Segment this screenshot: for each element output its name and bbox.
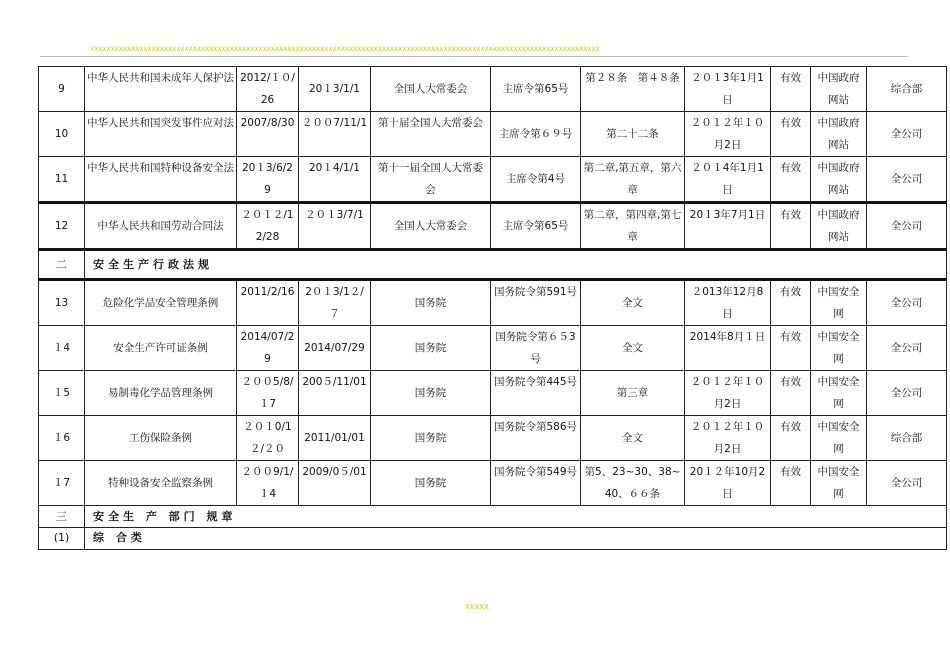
row-number: １7	[39, 461, 85, 506]
review-date: ２０１２年１０月2日	[685, 371, 771, 416]
applicable-clause: 全文	[581, 280, 685, 326]
department: 综合部	[867, 416, 947, 461]
section-number: 二	[39, 250, 85, 280]
published-date: ２００5/8/１7	[237, 371, 299, 416]
document-number: 国务院令第549号	[491, 461, 581, 506]
source: 中国安全网	[811, 416, 867, 461]
source: 中国安全网	[811, 461, 867, 506]
regulation-name: 特种设备安全监察条例	[85, 461, 237, 506]
effective-date: ２００7/11/1	[299, 112, 371, 157]
regulation-name: 中华人民共和国特种设备安全法	[85, 157, 237, 203]
table-row	[39, 280, 947, 326]
regulation-name: 安全生产许可证条例	[85, 326, 237, 371]
table-row	[39, 157, 947, 203]
review-date: ２０１２年１０月2日	[685, 416, 771, 461]
regulation-name: 中华人民共和国未成年人保护法	[85, 67, 237, 112]
source: 中国安全网	[811, 326, 867, 371]
effective-date: 2０１3/1２/７	[299, 280, 371, 326]
applicable-clause: 第5、23~30、38~40、６６条	[581, 461, 685, 506]
row-number: １6	[39, 416, 85, 461]
issuing-authority: 国务院	[371, 371, 491, 416]
published-date: ２０１0/1２/２０	[237, 416, 299, 461]
document-number: 国务院令第586号	[491, 416, 581, 461]
regulation-name: 易制毒化学品管理条例	[85, 371, 237, 416]
review-date: ２０１２年１０月2日	[685, 112, 771, 157]
review-date: ２０１3年1月1日	[685, 67, 771, 112]
effective-date: 2009/0５/01	[299, 461, 371, 506]
issuing-authority: 第十届全国人大常委会	[371, 112, 491, 157]
regulation-name: 工伤保险条例	[85, 416, 237, 461]
department: 综合部	[867, 67, 947, 112]
review-date: ２０１4年1月1日	[685, 157, 771, 203]
status: 有效	[771, 112, 811, 157]
applicable-clause: 全文	[581, 326, 685, 371]
table-row	[39, 67, 947, 112]
document-number: 国务院令第445号	[491, 371, 581, 416]
section-header	[39, 250, 947, 280]
row-number: 10	[39, 112, 85, 157]
table-row	[39, 112, 947, 157]
published-date: 20１3/6/29	[237, 157, 299, 203]
published-date: 2011/2/16	[237, 280, 299, 326]
table-row	[39, 416, 947, 461]
published-date: ２００9/1/１4	[237, 461, 299, 506]
table-row	[39, 461, 947, 506]
review-date: ２013年12月8日	[685, 280, 771, 326]
published-date: 2014/07/29	[237, 326, 299, 371]
table-row	[39, 203, 947, 250]
status: 有效	[771, 203, 811, 250]
regulation-name: 危险化学品安全管理条例	[85, 280, 237, 326]
effective-date: 200５/11/01	[299, 371, 371, 416]
issuing-authority: 国务院	[371, 280, 491, 326]
subsection-title: 综 合类	[85, 528, 947, 550]
department: 全公司	[867, 371, 947, 416]
section-number: 三	[39, 506, 85, 528]
row-number: 13	[39, 280, 85, 326]
document-number: 主席令第65号	[491, 67, 581, 112]
applicable-clause: 第二十二条	[581, 112, 685, 157]
published-date: 2007/8/30	[237, 112, 299, 157]
source: 中国政府网站	[811, 67, 867, 112]
document-number: 国务院令第６５3号	[491, 326, 581, 371]
applicable-clause: 第２８条 第４８条	[581, 67, 685, 112]
source: 中国政府网站	[811, 112, 867, 157]
subsection-number: (1)	[39, 528, 85, 550]
applicable-clause: 第二章，第四章,第七章	[581, 203, 685, 250]
status: 有效	[771, 280, 811, 326]
department: 全公司	[867, 203, 947, 250]
department: 全公司	[867, 280, 947, 326]
department: 全公司	[867, 157, 947, 203]
document-number: 主席令第4号	[491, 157, 581, 203]
regulation-name: 中华人民共和国突发事件应对法	[85, 112, 237, 157]
section-header	[39, 506, 947, 528]
status: 有效	[771, 371, 811, 416]
source: 中国政府网站	[811, 157, 867, 203]
regulation-name: 中华人民共和国劳动合同法	[85, 203, 237, 250]
row-number: １4	[39, 326, 85, 371]
status: 有效	[771, 416, 811, 461]
effective-date: 20１4/1/1	[299, 157, 371, 203]
status: 有效	[771, 461, 811, 506]
table-row	[39, 326, 947, 371]
applicable-clause: 全文	[581, 416, 685, 461]
department: 全公司	[867, 461, 947, 506]
table-row	[39, 371, 947, 416]
subsection-header	[39, 528, 947, 550]
issuing-authority: 全国人大常委会	[371, 67, 491, 112]
source: 中国安全网	[811, 371, 867, 416]
effective-date: 2014/07/29	[299, 326, 371, 371]
document-number: 主席令第６９号	[491, 112, 581, 157]
effective-date: ２０１3/7/1	[299, 203, 371, 250]
issuing-authority: 国务院	[371, 416, 491, 461]
document-number: 国务院令第591号	[491, 280, 581, 326]
applicable-clause: 第三章	[581, 371, 685, 416]
source: 中国安全网	[811, 280, 867, 326]
row-number: 11	[39, 157, 85, 203]
row-number: 12	[39, 203, 85, 250]
effective-date: 20１3/1/1	[299, 67, 371, 112]
published-date: 2012/１０/26	[237, 67, 299, 112]
header-divider	[40, 56, 908, 57]
status: 有效	[771, 326, 811, 371]
published-date: ２０１２/12/28	[237, 203, 299, 250]
source: 中国政府网站	[811, 203, 867, 250]
row-number: １5	[39, 371, 85, 416]
review-date: 2014年8月１日	[685, 326, 771, 371]
effective-date: 2011/01/01	[299, 416, 371, 461]
section-title: 安全生 产 部门 规章	[85, 506, 947, 528]
review-date: 20１２年10月2日	[685, 461, 771, 506]
row-number: 9	[39, 67, 85, 112]
review-date: 20１3年7月1日	[685, 203, 771, 250]
issuing-authority: 全国人大常委会	[371, 203, 491, 250]
page-header-text: XXXXXXXXXXXXXXXXXXXXXXXXXXXXXXXXXXXXXXXXXXXXXXXXXXXXXXXXXXXXXXXXXXXXXXXXXXXXXXXXXXXXXXXXXXXXXXXXXXXXXXXXXXXXXXXXXXXXXXXXXXXX	[90, 46, 600, 53]
section-title: 安全生产行政法规	[85, 250, 947, 280]
applicable-clause: 第二章,第五章，第六章	[581, 157, 685, 203]
department: 全公司	[867, 112, 947, 157]
department: 全公司	[867, 326, 947, 371]
regulations-table	[38, 66, 947, 550]
page-footer-text: XXXXX	[465, 603, 489, 611]
issuing-authority: 国务院	[371, 461, 491, 506]
issuing-authority: 第十一届全国人大常委会	[371, 157, 491, 203]
status: 有效	[771, 67, 811, 112]
status: 有效	[771, 157, 811, 203]
issuing-authority: 国务院	[371, 326, 491, 371]
document-number: 主席令第65号	[491, 203, 581, 250]
